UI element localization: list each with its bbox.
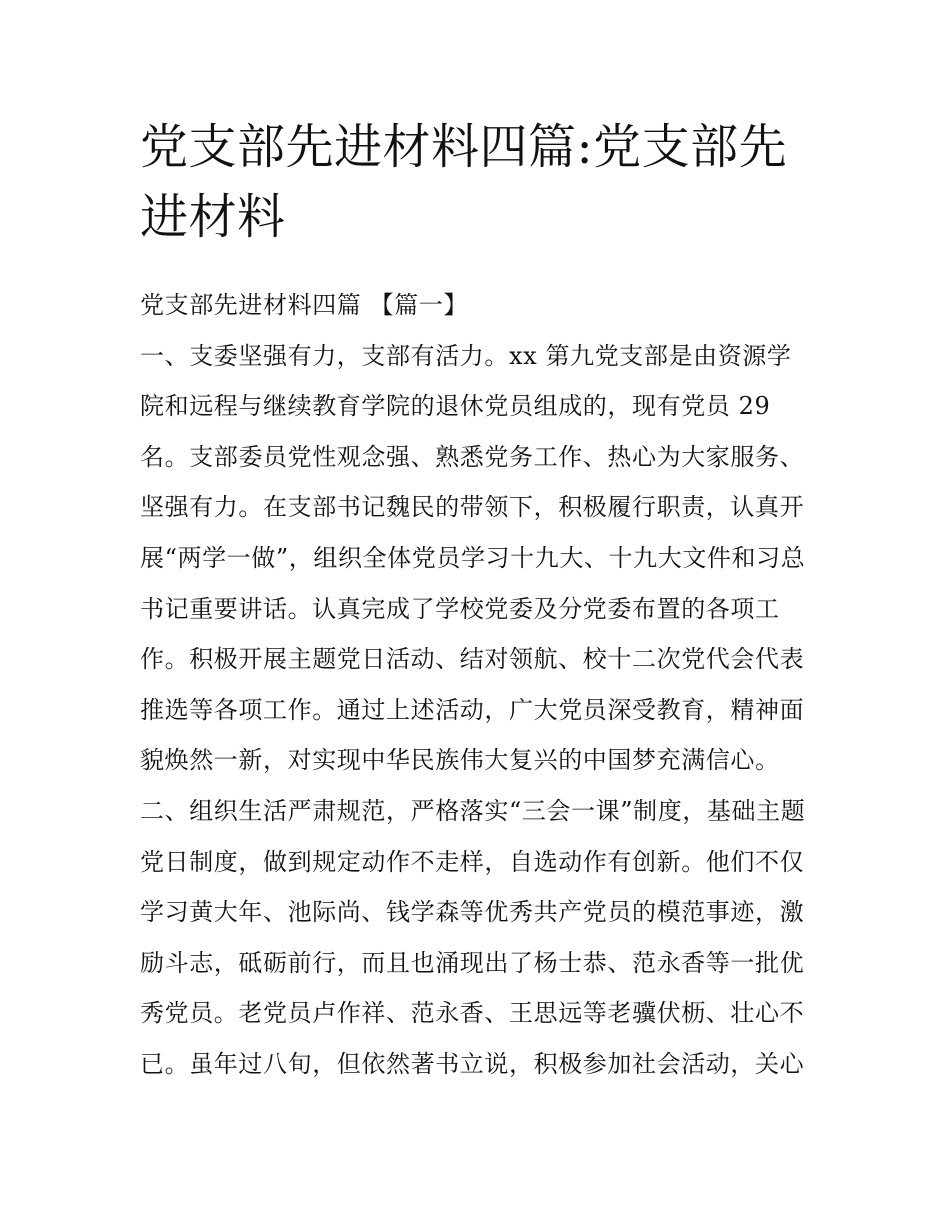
document-title xyxy=(140,112,820,252)
body-line: 名。支部委员党性观念强、熟悉党务工作、热心为大家服务、 xyxy=(140,442,805,471)
title-line: 党支部先进材料四篇:党支部先 xyxy=(140,119,788,175)
body-line: 院和远程与继续教育学院的退休党员组成的，现有党员 29 xyxy=(140,392,771,421)
body-line: 秀党员。老党员卢作祥、范永香、王思远等老骥伏枥、壮心不 xyxy=(140,999,805,1028)
document-body xyxy=(140,280,830,1090)
body-line: 推选等各项工作。通过上述活动，广大党员深受教育，精神面 xyxy=(140,695,805,724)
title-line: 进材料 xyxy=(140,189,286,245)
body-line: 作。积极开展主题党日活动、结对领航、校十二次党代会代表 xyxy=(140,645,805,674)
body-line: 书记重要讲话。认真完成了学校党委及分党委布置的各项工 xyxy=(140,594,780,623)
section-heading: 党支部先进材料四篇 【篇一】 xyxy=(140,291,469,319)
body-line: 一、支委坚强有力，支部有活力。xx 第九党支部是由资源学 xyxy=(140,341,792,370)
body-line: 党日制度，做到规定动作不走样，自选动作有创新。他们不仅 xyxy=(140,847,805,876)
body-line: 展“两学一做”，组织全体党员学习十九大、十九大文件和习总 xyxy=(140,543,806,572)
body-line: 已。虽年过八旬，但依然著书立说，积极参加社会活动，关心 xyxy=(140,1049,805,1078)
body-line: 二、组织生活严肃规范，严格落实“三会一课”制度，基础主题 xyxy=(140,796,806,825)
body-line: 坚强有力。在支部书记魏民的带领下，积极履行职责，认真开 xyxy=(140,493,805,522)
body-line: 励斗志，砥砺前行，而且也涌现出了杨士恭、范永香等一批优 xyxy=(140,948,805,977)
body-line: 学习黄大年、池际尚、钱学森等优秀共产党员的模范事迹，激 xyxy=(140,898,805,927)
body-line: 貌焕然一新，对实现中华民族伟大复兴的中国梦充满信心。 xyxy=(140,746,780,775)
